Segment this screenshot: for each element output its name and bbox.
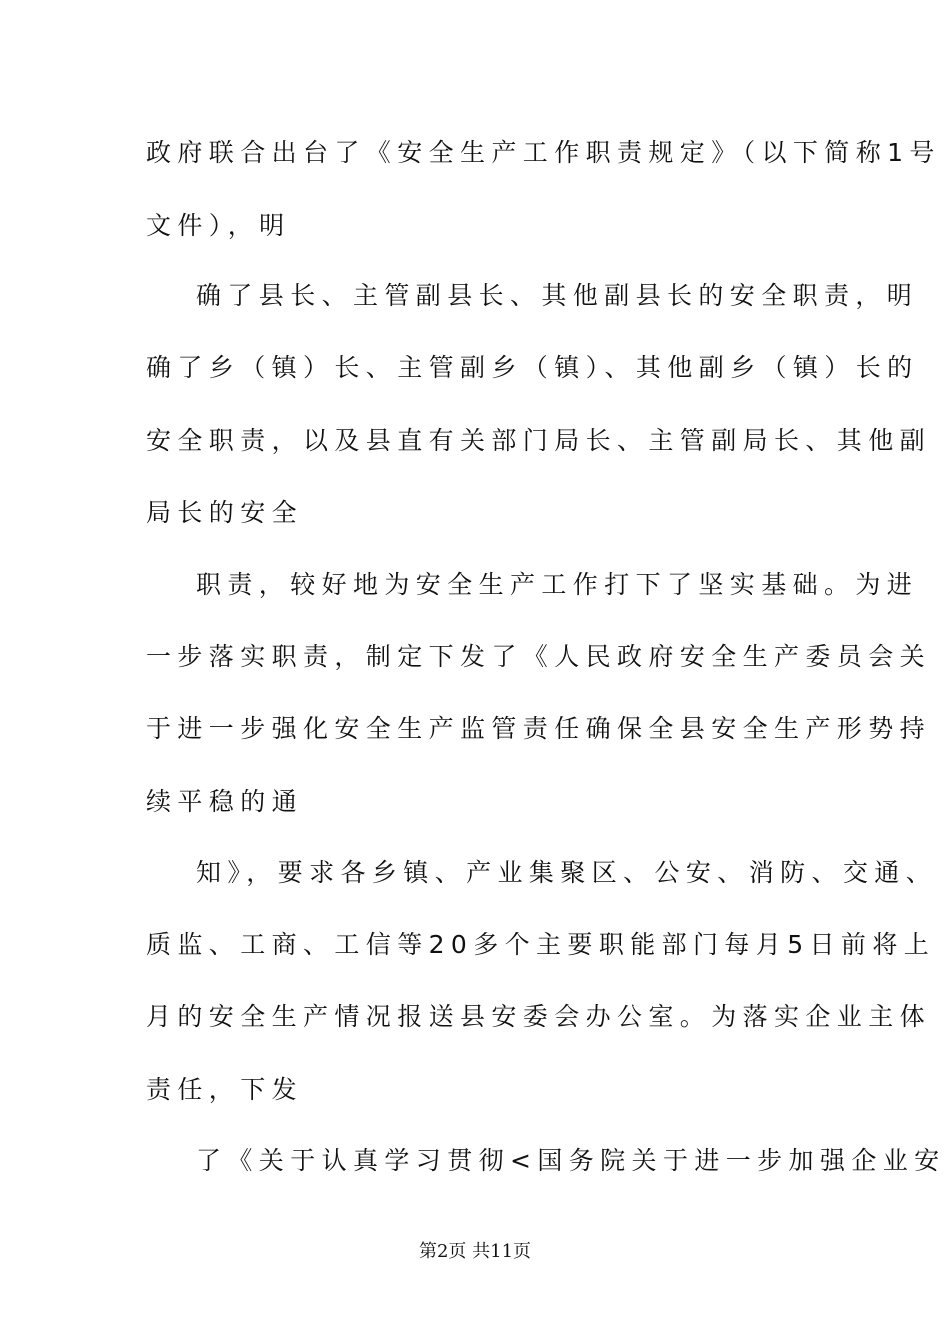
body-text-line: 月的安全生产情况报送县安委会办公室。为落实企业主体	[146, 1002, 932, 1031]
body-text-line: 了《关于认真学习贯彻<国务院关于进一步加强企业安	[196, 1146, 946, 1175]
body-text-line: 于进一步强化安全生产监管责任确保全县安全生产形势持	[146, 714, 932, 743]
body-text-line: 文件），明	[146, 211, 291, 240]
body-text-line: 知》，要求各乡镇、产业集聚区、公安、消防、交通、	[196, 858, 938, 887]
body-text-line: 一步落实职责，制定下发了《人民政府安全生产委员会关	[146, 642, 932, 671]
body-text-line: 责任，下发	[146, 1075, 304, 1104]
body-text-line: 质监、工商、工信等20多个主要职能部门每月5日前将上	[146, 930, 936, 959]
body-text-line: 职责，较好地为安全生产工作打下了坚实基础。为进	[196, 570, 919, 599]
page-number-footer: 第2页 共11页	[418, 1241, 532, 1262]
body-text-line: 续平稳的通	[146, 787, 304, 816]
body-text-line: 安全职责，以及县直有关部门局长、主管副局长、其他副	[146, 426, 932, 455]
body-text-line: 确了乡（镇）长、主管副乡（镇）、其他副乡（镇）长的	[146, 353, 919, 382]
body-text-line: 局长的安全	[146, 498, 304, 527]
body-text-line: 政府联合出台了《安全生产工作职责规定》（以下简称1号	[146, 138, 941, 167]
body-text-line: 确了县长、主管副县长、其他副县长的安全职责，明	[196, 281, 919, 310]
